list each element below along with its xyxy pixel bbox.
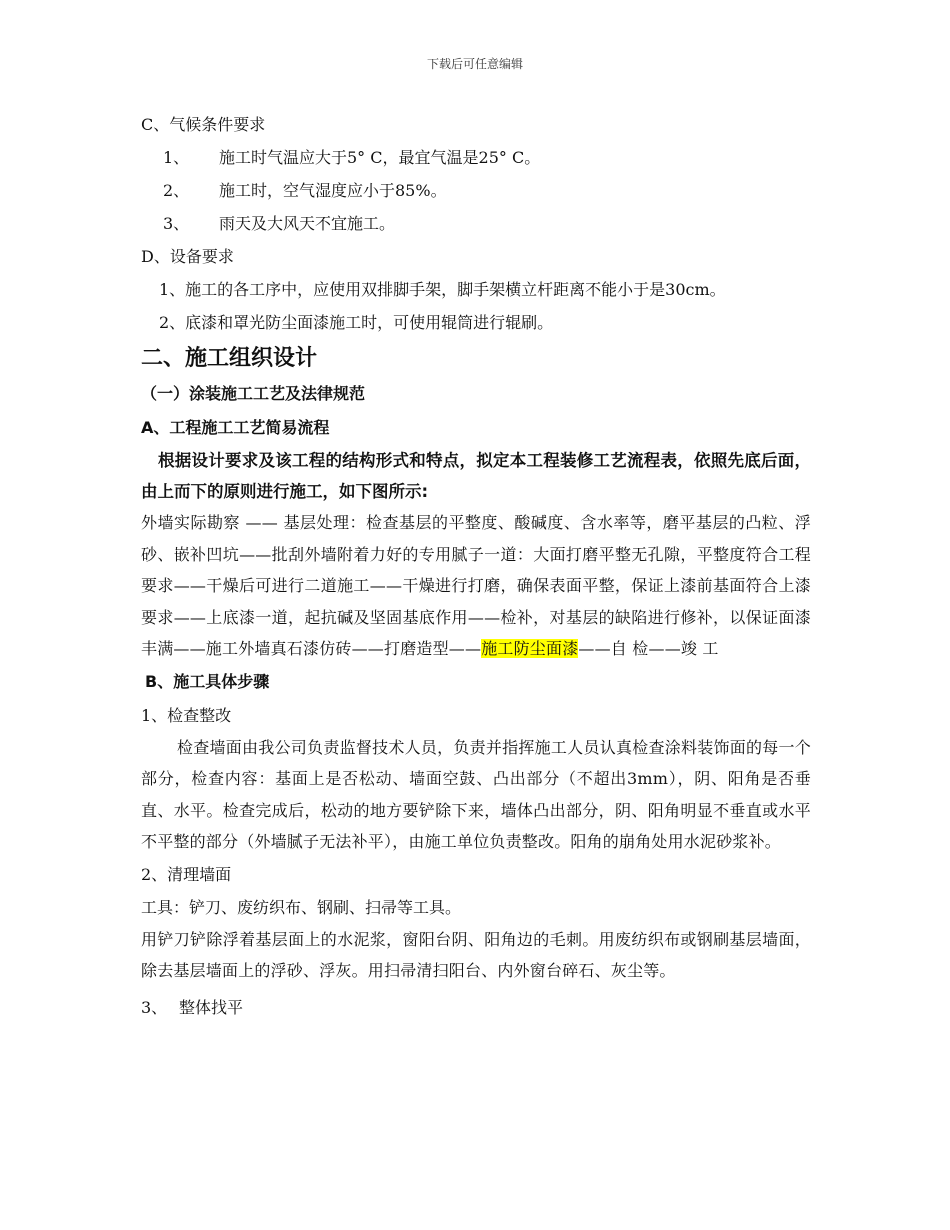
climate-item-1 xyxy=(141,141,811,174)
item-number: 1、 xyxy=(163,148,190,167)
step2-tools: 工具：铲刀、废纺织布、钢刷、扫帚等工具。 xyxy=(141,897,462,917)
item-text: 施工时气温应大于5° C，最宜气温是25° C。 xyxy=(219,148,541,167)
item-number: 2、 xyxy=(163,181,190,200)
flow-text: 外墙实际勘察 —— 基层处理：检查基层的平整度、酸碱度、含水率等，磨平基层的凸粒、浮砂、嵌补凹坑——批刮外墙附着力好的专用腻子一道：大面打磨平整无孔隙，平整度符合工程要求——干燥后可进行二道施工——干燥进行打磨，确保表面平整，保证上漆前基面符合上漆要求——上底漆一道，起抗碱及坚固基底作用——检补，对基层的缺陷进行修补，以保证面漆丰满——施工外墙真石漆仿砖——打磨造型—— xyxy=(141,513,811,658)
equipment-item-1: 1、施工的各工序中，应使用双排脚手架，脚手架横立杆距离不能小于是30cm。 xyxy=(159,280,726,299)
flow-text-end: ——自 检——竣 工 xyxy=(578,639,719,658)
item-text: 雨天及大风天不宜施工。 xyxy=(219,214,396,233)
equipment-item-2: 2、底漆和罩光防尘面漆施工时，可使用辊筒进行辊刷。 xyxy=(159,313,554,332)
step1-title: 1、检查整改 xyxy=(141,705,232,725)
document-body xyxy=(141,108,811,1024)
highlighted-step: 施工防尘面漆 xyxy=(481,639,579,658)
step2-title: 2、清理墙面 xyxy=(141,864,232,884)
step2-paragraph: 用铲刀铲除浮着基层面上的水泥浆，窗阳台阴、阳角边的毛刺。用废纺织布或钢刷基层墙面，除去基层墙面上的浮砂、浮灰。用扫帚清扫阳台、内外窗台碎石、灰尘等。 xyxy=(141,929,811,980)
section-d-title: D、设备要求 xyxy=(141,247,234,266)
section-c-title: C、气候条件要求 xyxy=(141,115,266,134)
process-flow-paragraph xyxy=(141,507,811,665)
climate-item-3 xyxy=(141,207,811,240)
item-number: 3、 xyxy=(163,214,190,233)
process-intro-paragraph: 根据设计要求及该工程的结构形式和特点，拟定本工程装修工艺流程表，依照先底后面，由上而下的原则进行施工，如下图所示: xyxy=(141,451,811,501)
heading-construction-design: 二、施工组织设计 xyxy=(141,346,318,371)
step3-text: 整体找平 xyxy=(179,997,244,1017)
section-b-title: B、施工具体步骤 xyxy=(145,671,270,691)
climate-item-2 xyxy=(141,174,811,207)
subheading-coating-process: （一）涂装施工工艺及法律规范 xyxy=(141,384,366,403)
step1-paragraph: 检查墙面由我公司负责监督技术人员，负责并指挥施工人员认真检查涂料装饰面的每一个部分，检查内容：基面上是否松动、墙面空鼓、凸出部分（不超出3mm），阴、阳角是否垂直、水平。检查完成后，松动的地方要铲除下来，墙体凸出部分，阴、阳角明显不垂直或水平不平整的部分（外墙腻子无法补平），由施工单位负责整改。阳角的崩角处用水泥砂浆补。 xyxy=(141,737,811,851)
step3-number: 3、 xyxy=(141,997,168,1017)
section-a-title: A、工程施工工艺简易流程 xyxy=(141,418,330,437)
step3-title xyxy=(141,991,811,1024)
page-header: 下载后可任意编辑 xyxy=(426,57,523,71)
item-text: 施工时，空气湿度应小于85%。 xyxy=(219,181,447,200)
